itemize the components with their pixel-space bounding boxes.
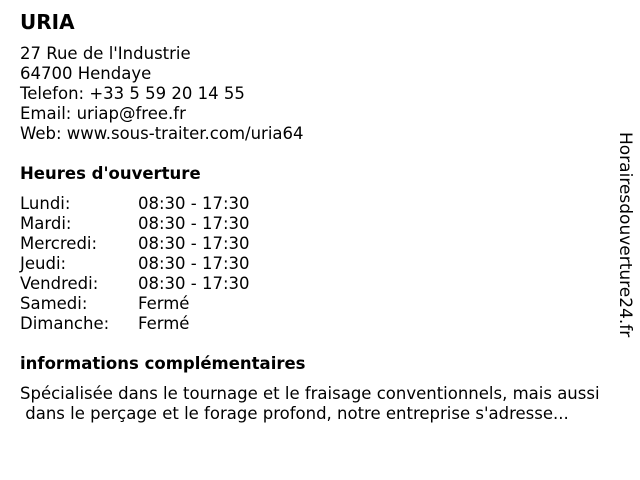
day-label: Samedi: xyxy=(20,294,88,313)
time-value: Fermé xyxy=(138,314,190,333)
day-label: Mercredi: xyxy=(20,234,98,253)
time-value: 08:30 - 17:30 xyxy=(138,274,250,293)
time-value: 08:30 - 17:30 xyxy=(138,234,250,253)
address-line-street: 27 Rue de l'Industrie xyxy=(20,44,191,63)
info-description xyxy=(20,384,632,424)
day-label: Jeudi: xyxy=(20,254,67,273)
phone-text: Telefon: +33 5 59 20 14 55 xyxy=(20,84,245,103)
info-heading: informations complémentaires xyxy=(20,354,306,373)
email-text: Email: uriap@free.fr xyxy=(20,104,186,123)
day-label: Lundi: xyxy=(20,194,71,213)
time-value: Fermé xyxy=(138,294,190,313)
side-brand-watermark: Horairesdouverture24.fr xyxy=(615,132,635,338)
contact-block xyxy=(20,44,304,144)
time-value: 08:30 - 17:30 xyxy=(138,194,250,213)
time-value: 08:30 - 17:30 xyxy=(138,214,250,233)
day-label: Vendredi: xyxy=(20,274,99,293)
hours-heading: Heures d'ouverture xyxy=(20,164,201,183)
day-label: Mardi: xyxy=(20,214,72,233)
day-label: Dimanche: xyxy=(20,314,110,333)
time-value: 08:30 - 17:30 xyxy=(138,254,250,273)
business-name: URIA xyxy=(20,10,75,34)
info-line: dans le perçage et le forage profond, notre entreprise s'adresse... xyxy=(20,404,569,423)
web-text: Web: www.sous-traiter.com/uria64 xyxy=(20,124,304,143)
address-line-city: 64700 Hendaye xyxy=(20,64,152,83)
info-line: Spécialisée dans le tournage et le fraisage conventionnels, mais aussi xyxy=(20,384,600,403)
